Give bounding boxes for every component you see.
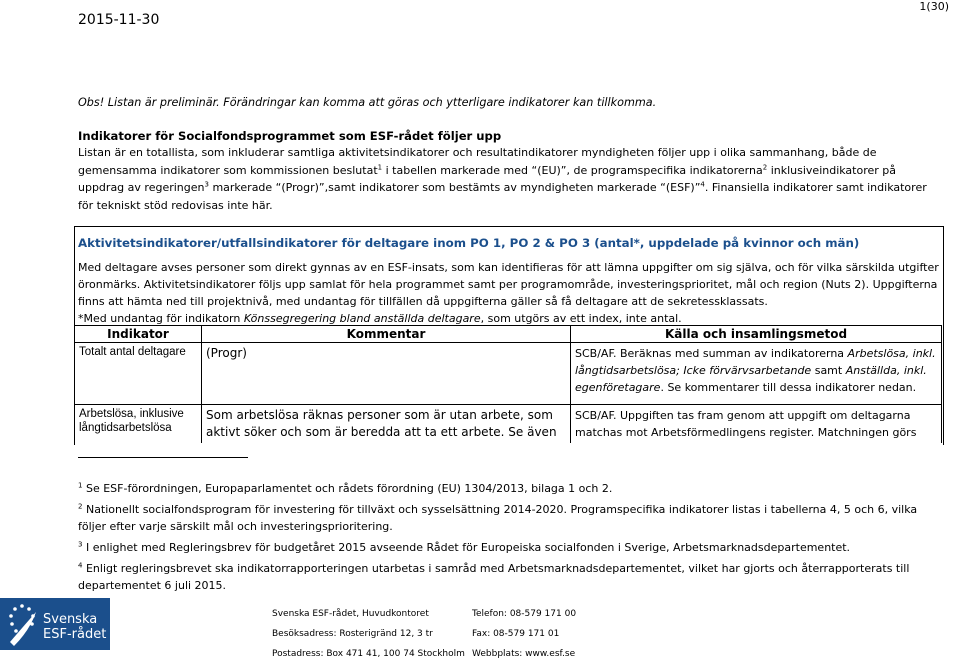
footer-website[interactable]: Webbplats: www.esf.se: [472, 649, 576, 659]
footnote-ref-3[interactable]: 3: [204, 180, 209, 189]
table-row: [75, 405, 942, 444]
section-note-italic: Könssegregering bland anställda deltagare: [243, 312, 481, 325]
footer-contact: [472, 604, 576, 664]
cell-indicator: Totalt antal deltagare: [75, 343, 202, 405]
document-date: 2015-11-30: [78, 12, 160, 28]
footer-phone: Telefon: 08-579 171 00: [472, 609, 577, 619]
section-title: Aktivitetsindikatorer/utfallsindikatorer för deltagare inom PO 1, PO 2 & PO 3 (antal*, uppdelade på kvinnor och män): [78, 236, 860, 250]
header-indicator: Indikator: [75, 326, 202, 343]
source-text-b: samt: [811, 364, 846, 377]
footnote-text: Enligt regleringsbrevet ska indikatorrapporteringen utarbetas i samråd med Arbetsmarknadsdepartementet, vilket har gjorts och återrapporterats till departementet 6 juli 2015.: [78, 562, 910, 592]
cell-source: [571, 343, 942, 405]
intro-part-4: markerade “(Progr)”,samt indikatorer som bestämts av myndigheten markerade “(ESF)”: [208, 181, 701, 194]
footnote-text: Se ESF-förordningen, Europaparlamentet och rådets förordning (EU) 1304/2013, bilaga 1 och 2.: [82, 482, 613, 495]
cell-comment: (Progr): [202, 343, 571, 405]
footnote-ref-1[interactable]: 1: [377, 162, 383, 171]
section-paragraph: Med deltagare avses personer som direkt gynnas av en ESF-insats, som kan identifieras för att lämna uppgifter om sig själva, och för vilka särskilda utgifter öronmärks. Aktivitetsindikatorer följs upp samlat för hela programmet samt per programområde, investeringsprioritet, mål och region (Nuts 2). Uppgifterna finns att hämta ned till projektnivå, med undantag för tillfällen då uppgifterna gäller så få deltagare att de sekretessklassats.: [78, 261, 939, 308]
notice-text: Obs! Listan är preliminär. Förändringar kan komma att göras och ytterligare indikatorer kan tillkomma.: [78, 96, 657, 109]
source-text-c: . Se kommentarer till dessa indikatorer nedan.: [660, 381, 917, 394]
logo-line-1: Svenska: [43, 612, 98, 627]
footer-visit-address: Besöksadress: Rosterigränd 12, 3 tr: [272, 629, 433, 639]
preliminary-notice: [78, 96, 656, 109]
page-number: 1(30): [919, 0, 949, 13]
footnote-3: [78, 539, 944, 556]
cell-source: SCB/AF. Uppgiften tas fram genom att uppgift om deltagarna matchas mot Arbetsförmedlingens register. Matchningen görs: [571, 405, 942, 444]
intro-paragraph: [78, 144, 944, 214]
footnote-number: 4: [78, 561, 83, 570]
footnote-ref-2[interactable]: 2: [762, 162, 768, 171]
header-source: Källa och insamlingsmetod: [571, 326, 942, 343]
source-italic-2: Anställda, inkl. egenföretagare: [575, 364, 927, 394]
section-note-prefix: *Med undantag för indikatorn: [78, 312, 244, 325]
cell-indicator: Arbetslösa, inklusive långtidsarbetslösa: [75, 405, 202, 444]
header-comment: Kommentar: [202, 326, 571, 343]
footnote-text: I enlighet med Regleringsbrev för budgetåret 2015 avseende Rådet för Europeiska socialfonden i Sverige, Arbetsmarknadsdepartementet.: [82, 541, 851, 554]
table-row: [75, 343, 942, 405]
footnote-number: 2: [78, 502, 83, 511]
section-description: [78, 259, 940, 327]
footnote-4: [78, 560, 944, 594]
footnote-ref-4[interactable]: 4: [700, 180, 705, 189]
footnote-2: [78, 501, 944, 535]
intro-title: Indikatorer för Socialfondsprogrammet som ESF-rådet följer upp: [78, 129, 502, 143]
footnote-divider: [78, 457, 248, 458]
footer-fax: Fax: 08-579 171 01: [472, 629, 560, 639]
source-italic-1: Arbetslösa, inkl. långtidsarbetslösa; Icke förvärvsarbetande: [575, 347, 936, 377]
table-header-row: [75, 326, 942, 343]
footnote-1: [78, 480, 944, 497]
footnote-number: 1: [78, 481, 83, 490]
footer-address: [272, 604, 465, 664]
logo-text: [43, 612, 106, 642]
source-text-a: SCB/AF. Beräknas med summan av indikatorerna: [575, 347, 848, 360]
footer-org: Svenska ESF-rådet, Huvudkontoret: [272, 609, 429, 619]
footnote-number: 3: [78, 540, 83, 549]
intro-part-3: inklusiveindikatorer på uppdrag av regeringen: [78, 163, 897, 194]
footnote-text: Nationellt socialfondsprogram för investering för tillväxt och sysselsättning 2014-2020. Programspecifika indikatorer listas i tabellerna 4, 5 och 6, vilka följer efter varje särskilt mål och investeringsprioritering.: [78, 503, 918, 533]
footer-postal-address: Postadress: Box 471 41, 100 74 Stockholm: [272, 649, 465, 659]
intro-part-5: . Finansiella indikatorer samt indikatorer för tekniskt stöd redovisas inte här.: [78, 181, 927, 212]
cell-comment: Som arbetslösa räknas personer som är utan arbete, som aktivt söker och som är beredda att ta ett arbete. Se även: [202, 405, 571, 444]
logo-line-2: ESF-rådet: [43, 627, 107, 642]
footnotes: [78, 480, 944, 594]
indicator-table: [74, 325, 942, 443]
section-note-suffix: , som utgörs av ett index, inte antal.: [480, 312, 682, 325]
intro-part-2: i tabellen markerade med “(EU)”, de programspecifika indikatorerna: [382, 163, 763, 177]
intro-part-1: Listan är en totallista, som inkluderar samtliga aktivitetsindikatorer och resultatindikatorer myndigheten följer upp i olika sammanhang, både de gemensamma indikatorer som kommissionen beslutat: [78, 146, 877, 177]
